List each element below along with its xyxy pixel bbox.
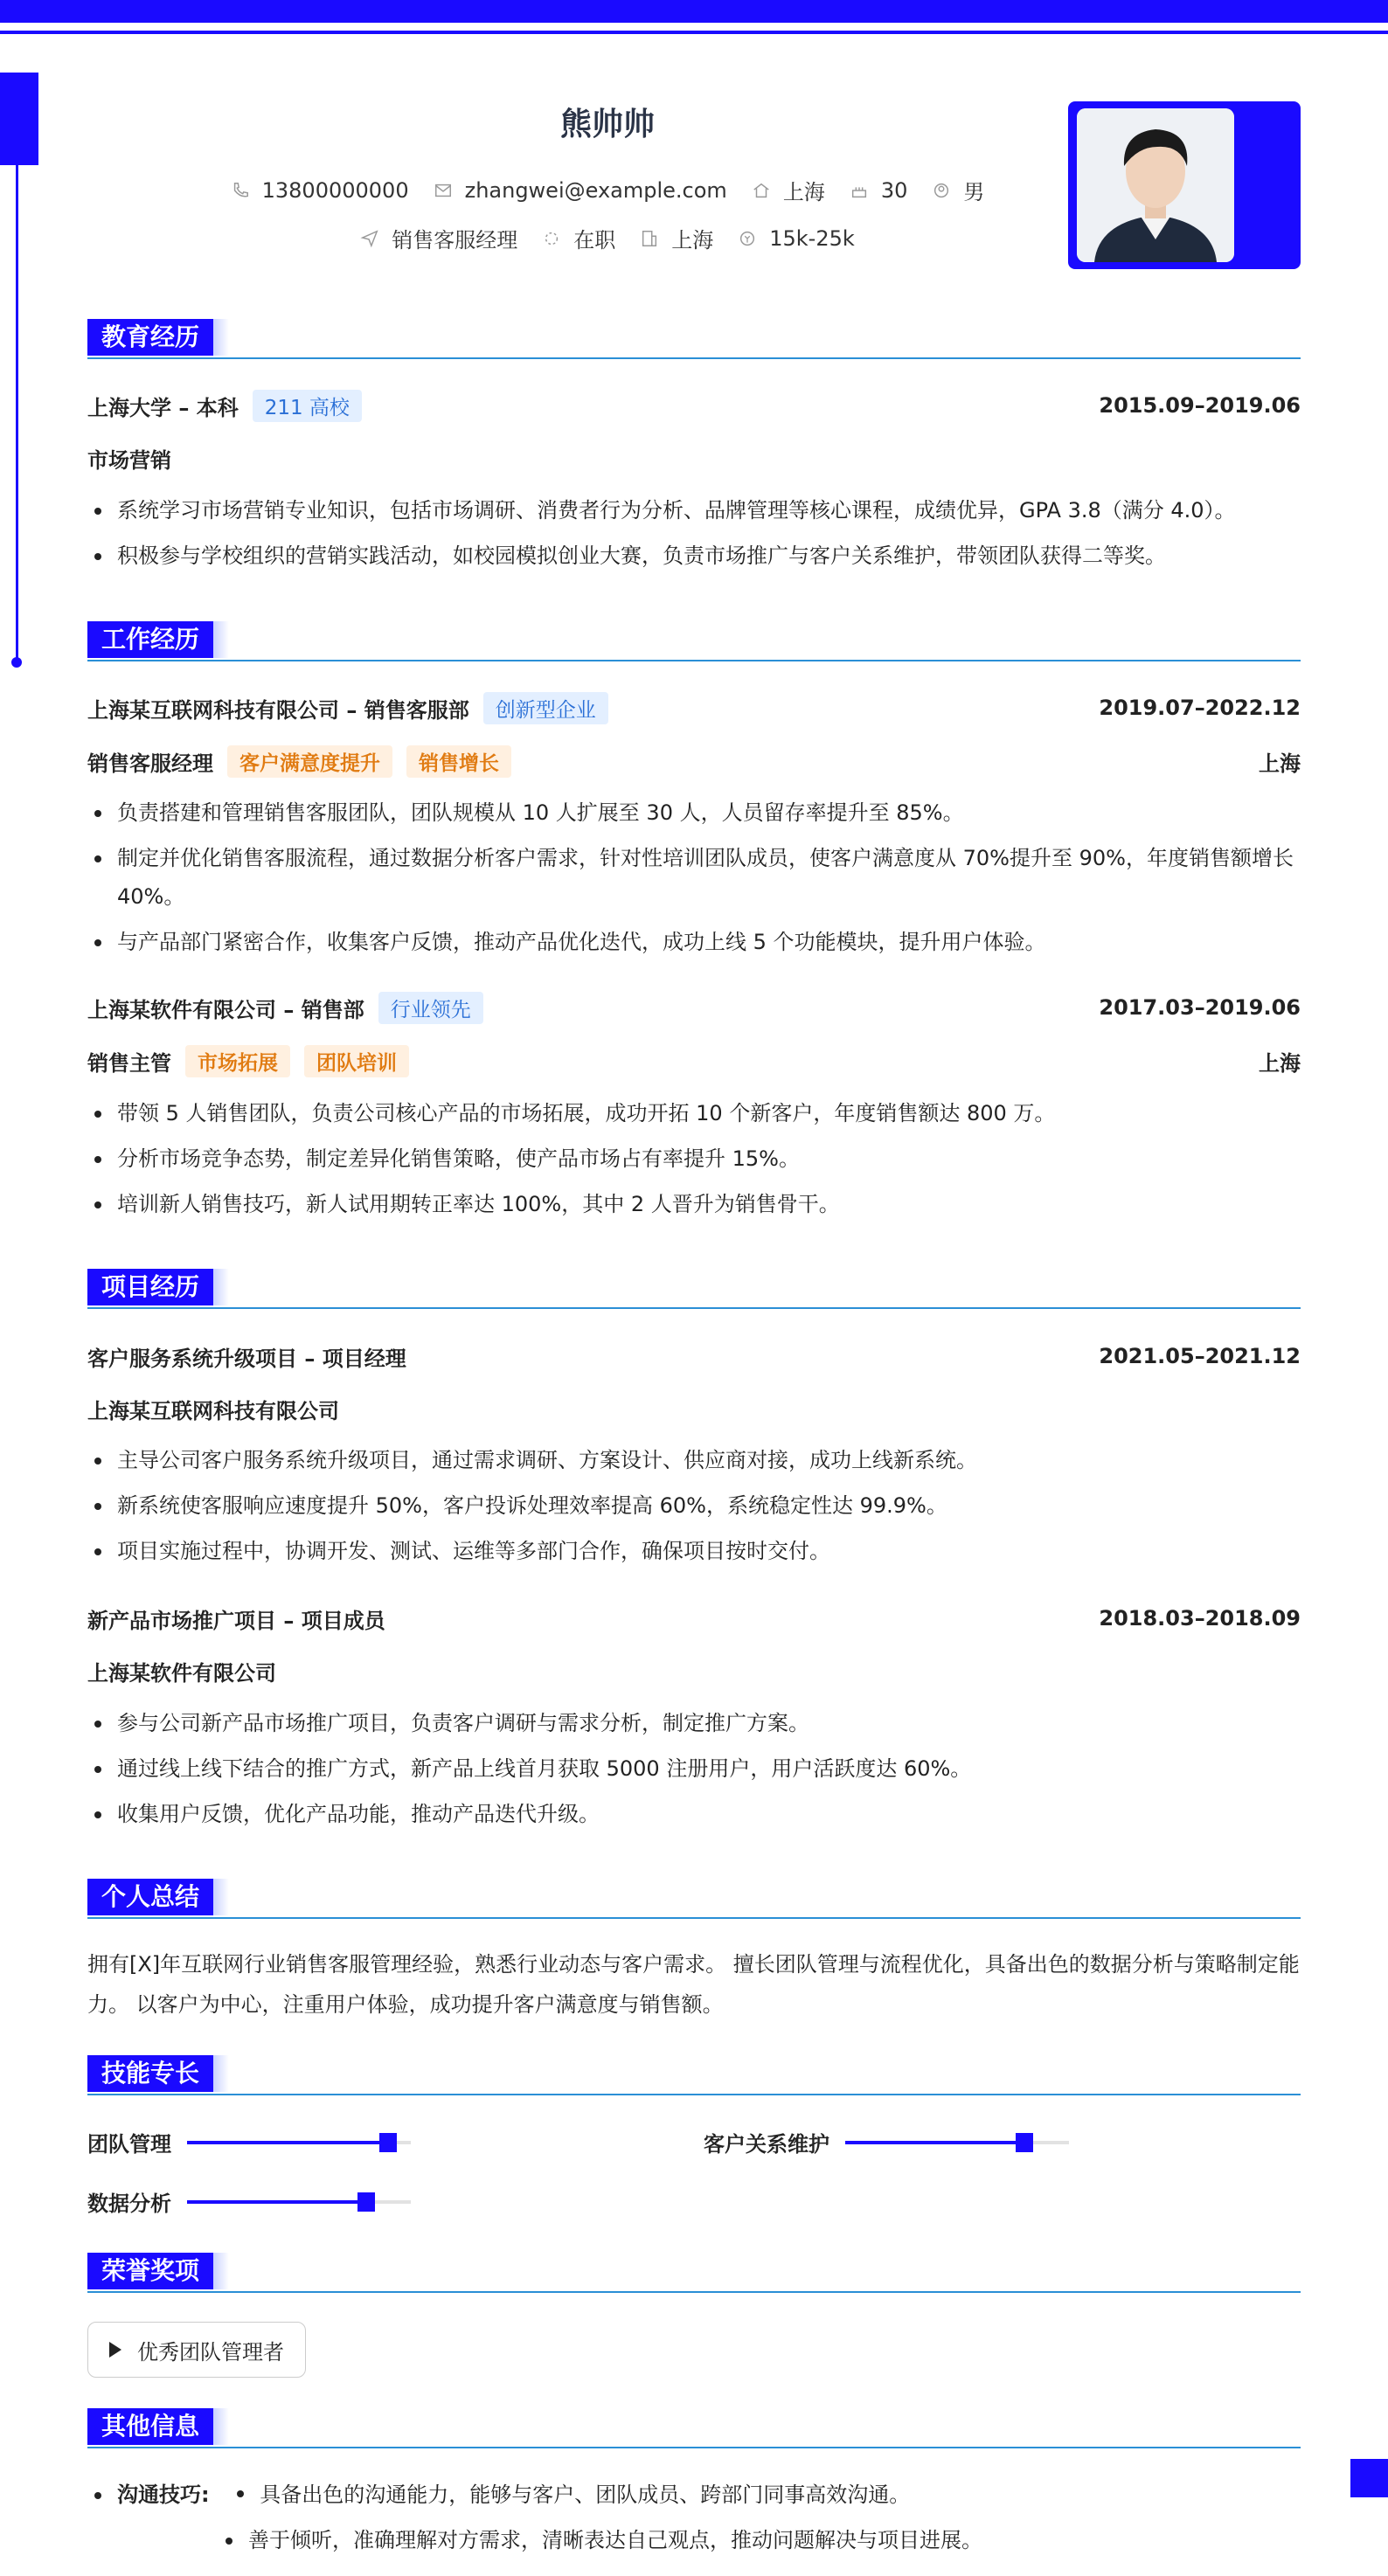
coin-icon: [738, 229, 757, 248]
top-accent-bar: [0, 0, 1388, 23]
avatar: [1077, 108, 1234, 262]
project-date: 2018.03–2018.09: [1099, 1606, 1301, 1631]
photo-frame: [1068, 101, 1301, 269]
list-item: 新系统使客服响应速度提升 50%，客户投诉处理效率提高 60%，系统稳定性达 99.9%。: [87, 1486, 1301, 1525]
status-item: [542, 223, 615, 253]
section-title-tail: [213, 2408, 229, 2445]
skill-name: 客户关系维护: [704, 2132, 829, 2157]
major-row: [87, 442, 1301, 474]
section-divider: [87, 2094, 1301, 2095]
work-location: 上海: [1259, 751, 1301, 776]
work-section-header: [87, 621, 1301, 663]
education-entry: [87, 388, 1301, 423]
section-title: 项目经历: [87, 1269, 213, 1305]
city-value: 上海: [782, 180, 825, 204]
other-section-header: [87, 2408, 1301, 2450]
mail-icon: [434, 181, 453, 200]
work-role-row: [87, 1043, 1301, 1078]
section-title-tail: [213, 1879, 229, 1915]
salary-item: [738, 226, 855, 251]
other-info-row: [87, 2476, 910, 2514]
skill-fill: [845, 2141, 1024, 2144]
education-section-header: [87, 319, 1301, 361]
award-name: 优秀团队管理者: [137, 2339, 284, 2365]
major: 市场营销: [87, 447, 171, 473]
bullet-dot: [226, 2538, 232, 2545]
list-item: 主导公司客户服务系统升级项目，通过需求调研、方案设计、供应商对接，成功上线新系统。: [87, 1441, 1301, 1479]
building-icon: [640, 229, 659, 248]
work-entry-header: [87, 990, 1301, 1025]
job-intent-row: [0, 223, 1215, 253]
skill-knob: [379, 2133, 397, 2152]
section-divider: [87, 2291, 1301, 2293]
section-divider: [87, 357, 1301, 359]
phone-value: 13800000000: [261, 177, 409, 203]
target-job-value: 销售客服经理: [392, 228, 518, 253]
other-label: 沟通技巧:: [117, 2483, 210, 2507]
skill-item: [87, 2127, 411, 2157]
school-tag: 211 高校: [253, 390, 362, 422]
company-tag: 创新型企业: [483, 692, 608, 724]
summary-section-header: [87, 1879, 1301, 1921]
spinner-icon: [542, 229, 561, 248]
bullet-dot: [237, 2490, 244, 2497]
other-info-row: [219, 2521, 982, 2559]
section-title-tail: [213, 1269, 229, 1305]
list-item: 项目实施过程中，协调开发、测试、运维等多部门合作，确保项目按时交付。: [87, 1532, 1301, 1570]
skill-item: [704, 2127, 1069, 2157]
list-item: 负责搭建和管理销售客服团队，团队规模从 10 人扩展至 30 人，人员留存率提升至 85%。: [87, 793, 1301, 832]
section-divider: [87, 1307, 1301, 1309]
bullet-dot: [94, 2492, 101, 2499]
gender-item: [932, 175, 984, 205]
list-item: 制定并优化销售客服流程，通过数据分析客户需求，针对性培训团队成员，使客户满意度从 70%提升至 90%，年度销售额增长 40%。: [87, 839, 1301, 916]
section-title-tail: [213, 2055, 229, 2092]
salary-value: 15k-25k: [769, 225, 855, 251]
other-item: [237, 2483, 910, 2507]
age-value: 30: [880, 177, 908, 203]
work-location: 上海: [1259, 1050, 1301, 1076]
status-value: 在职: [573, 228, 616, 253]
project-entry-header: [87, 1339, 1301, 1374]
section-title: 工作经历: [87, 621, 213, 658]
candidate-name: 熊帅帅: [559, 107, 655, 142]
list-item: 与产品部门紧密合作，收集客户反馈，推动产品优化迭代，成功上线 5 个功能模块，提升用户体验。: [87, 923, 1301, 961]
project-company: 上海某互联网科技有限公司: [87, 1398, 339, 1423]
project-company: 上海某软件有限公司: [87, 1660, 276, 1686]
section-divider: [87, 660, 1301, 661]
cake-icon: [850, 181, 869, 200]
role-tag: 团队培训: [304, 1045, 409, 1077]
company-tag: 行业领先: [378, 992, 483, 1024]
section-title-tail: [213, 2253, 229, 2289]
projects-section-header: [87, 1269, 1301, 1311]
skill-bar: [845, 2141, 1069, 2144]
play-icon: [109, 2342, 121, 2358]
project-company-row: [87, 1653, 1301, 1688]
phone-icon: [231, 181, 250, 200]
award-badge: [87, 2322, 306, 2378]
skill-fill: [187, 2141, 388, 2144]
skill-knob: [1016, 2133, 1033, 2152]
role-tag: 市场拓展: [185, 1045, 290, 1077]
section-title: 荣誉奖项: [87, 2253, 213, 2289]
top-accent-line: [0, 31, 1388, 34]
list-item: 系统学习市场营销专业知识，包括市场调研、消费者行为分析、品牌管理等核心课程，成绩优异，GPA 3.8（满分 4.0）。: [87, 491, 1301, 530]
role-tag: 客户满意度提升: [227, 745, 392, 778]
work-date: 2019.07–2022.12: [1099, 696, 1301, 720]
skill-bar: [187, 2200, 411, 2204]
skill-name: 数据分析: [87, 2192, 171, 2216]
section-title: 教育经历: [87, 319, 213, 356]
city-item: [752, 175, 825, 205]
send-icon: [360, 229, 379, 248]
email-value: zhangwei@example.com: [464, 177, 727, 203]
home-icon: [752, 181, 771, 200]
section-title: 技能专长: [87, 2055, 213, 2092]
project-date: 2021.05–2021.12: [1099, 1344, 1301, 1368]
age-item: [850, 178, 908, 203]
project-entry-header: [87, 1601, 1301, 1636]
list-item: 积极参与学校组织的营销实践活动，如校园模拟创业大赛，负责市场推广与客户关系维护，带领团队获得二等奖。: [87, 537, 1301, 575]
skill-knob: [357, 2192, 375, 2212]
work-date: 2017.03–2019.06: [1099, 995, 1301, 1020]
school-name: 上海大学 – 本科: [87, 395, 239, 420]
right-accent-block: [1350, 2459, 1388, 2497]
project-company-row: [87, 1391, 1301, 1426]
education-date: 2015.09–2019.06: [1099, 393, 1301, 418]
project-title: 客户服务系统升级项目 – 项目经理: [87, 1346, 406, 1371]
target-city-value: 上海: [671, 228, 714, 253]
skill-item: [87, 2186, 411, 2217]
list-item: 收集用户反馈，优化产品功能，推动产品迭代升级。: [87, 1795, 1301, 1833]
section-title-tail: [213, 319, 229, 356]
skill-name: 团队管理: [87, 2132, 171, 2157]
summary-text: 拥有[X]年互联网行业销售客服管理经验，熟悉行业动态与客户需求。 擅长团队管理与流程优化，具备出色的数据分析与策略制定能力。 以客户为中心，注重用户体验，成功提升客户满意度与销售额。: [87, 1952, 1300, 2017]
project-title: 新产品市场推广项目 – 项目成员: [87, 1608, 385, 1633]
company-name: 上海某互联网科技有限公司 – 销售客服部: [87, 697, 469, 723]
target-city-item: [640, 223, 713, 253]
section-divider: [87, 1917, 1301, 1919]
list-item: 参与公司新产品市场推广项目，负责客户调研与需求分析，制定推广方案。: [87, 1704, 1301, 1742]
work-role-row: [87, 744, 1301, 779]
section-divider: [87, 2447, 1301, 2448]
job-role: 销售主管: [87, 1050, 171, 1076]
person-icon: [932, 181, 951, 200]
work-entry-header: [87, 690, 1301, 725]
list-item: 带领 5 人销售团队，负责公司核心产品的市场拓展，成功开拓 10 个新客户，年度销售额达 800 万。: [87, 1094, 1301, 1132]
skill-bar: [187, 2141, 411, 2144]
gender-value: 男: [963, 180, 985, 204]
contact-row: [0, 175, 1215, 205]
target-job-item: [360, 223, 517, 253]
left-accent-dot: [11, 657, 22, 668]
section-title: 个人总结: [87, 1879, 213, 1915]
company-name: 上海某软件有限公司 – 销售部: [87, 997, 364, 1022]
other-item-text: 善于倾听，准确理解对方需求，清晰表达自己观点，推动问题解决与项目进展。: [248, 2528, 982, 2552]
skill-fill: [187, 2200, 366, 2204]
other-item-text: 具备出色的沟通能力，能够与客户、团队成员、跨部门同事高效沟通。: [260, 2483, 911, 2507]
skills-section-header: [87, 2055, 1301, 2097]
section-title-tail: [213, 621, 229, 658]
list-item: 通过线上线下结合的推广方式，新产品上线首月获取 5000 注册用户，用户活跃度达 60%。: [87, 1749, 1301, 1788]
list-item: 培训新人销售技巧，新人试用期转正率达 100%，其中 2 人晋升为销售骨干。: [87, 1185, 1301, 1223]
section-title: 其他信息: [87, 2408, 213, 2445]
awards-section-header: [87, 2253, 1301, 2295]
email-item: [434, 178, 727, 203]
list-item: 分析市场竞争态势，制定差异化销售策略，使产品市场占有率提升 15%。: [87, 1139, 1301, 1178]
phone-item: [231, 178, 409, 203]
job-role: 销售客服经理: [87, 751, 213, 776]
role-tag: 销售增长: [406, 745, 511, 778]
